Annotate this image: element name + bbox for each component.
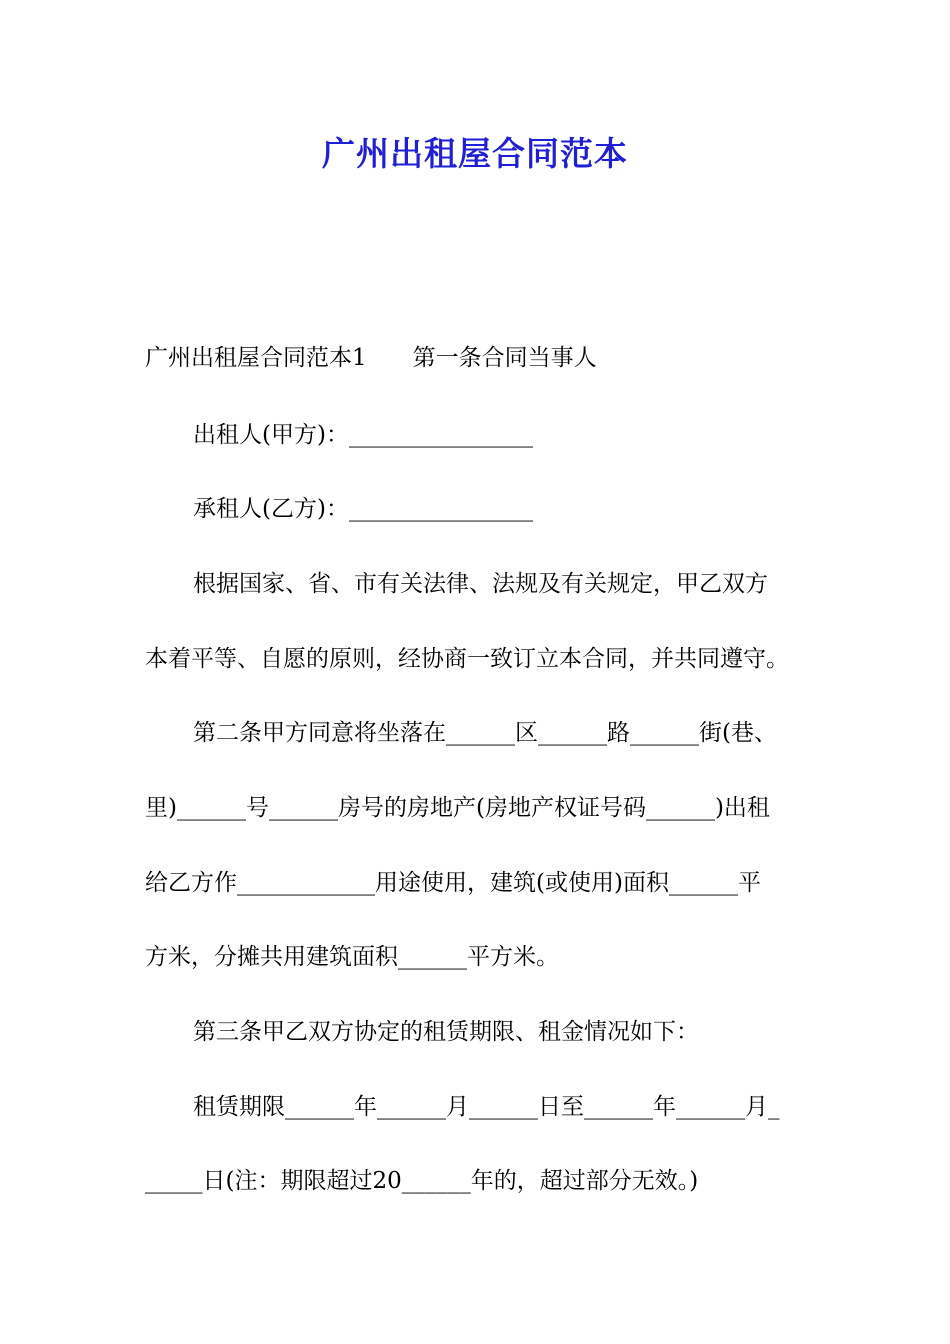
paragraph-line: 租赁期限______年______月______日至______年______月_ (193, 1094, 780, 1120)
paragraph-line: 给乙方作____________用途使用，建筑(或使用)面积______平 (145, 870, 761, 896)
paragraph-line: _____日(注：期限超过20______年的，超过部分无效。) (145, 1168, 699, 1194)
lessor-line: 出租人(甲方)：________________ (193, 422, 533, 448)
paragraph-line: 第三条甲乙双方协定的租赁期限、租金情况如下： (193, 1019, 699, 1045)
document-title: 广州出租屋合同范本 (322, 134, 628, 173)
lessee-line: 承租人(乙方)：________________ (193, 496, 533, 522)
paragraph-line: 第二条甲方同意将坐落在______区______路______街(巷、 (193, 720, 777, 746)
paragraph-line: 方米，分摊共用建筑面积______平方米。 (145, 944, 559, 970)
paragraph-line: 里)______号______房号的房地产(房地产权证号码______)出租 (145, 795, 770, 821)
paragraph-line: 根据国家、省、市有关法律、法规及有关规定，甲乙双方 (193, 571, 768, 597)
paragraph-line: 本着平等、自愿的原则，经协商一致订立本合同，并共同遵守。 (145, 646, 789, 672)
contract-heading-line: 广州出租屋合同范本1 第一条合同当事人 (145, 345, 597, 371)
